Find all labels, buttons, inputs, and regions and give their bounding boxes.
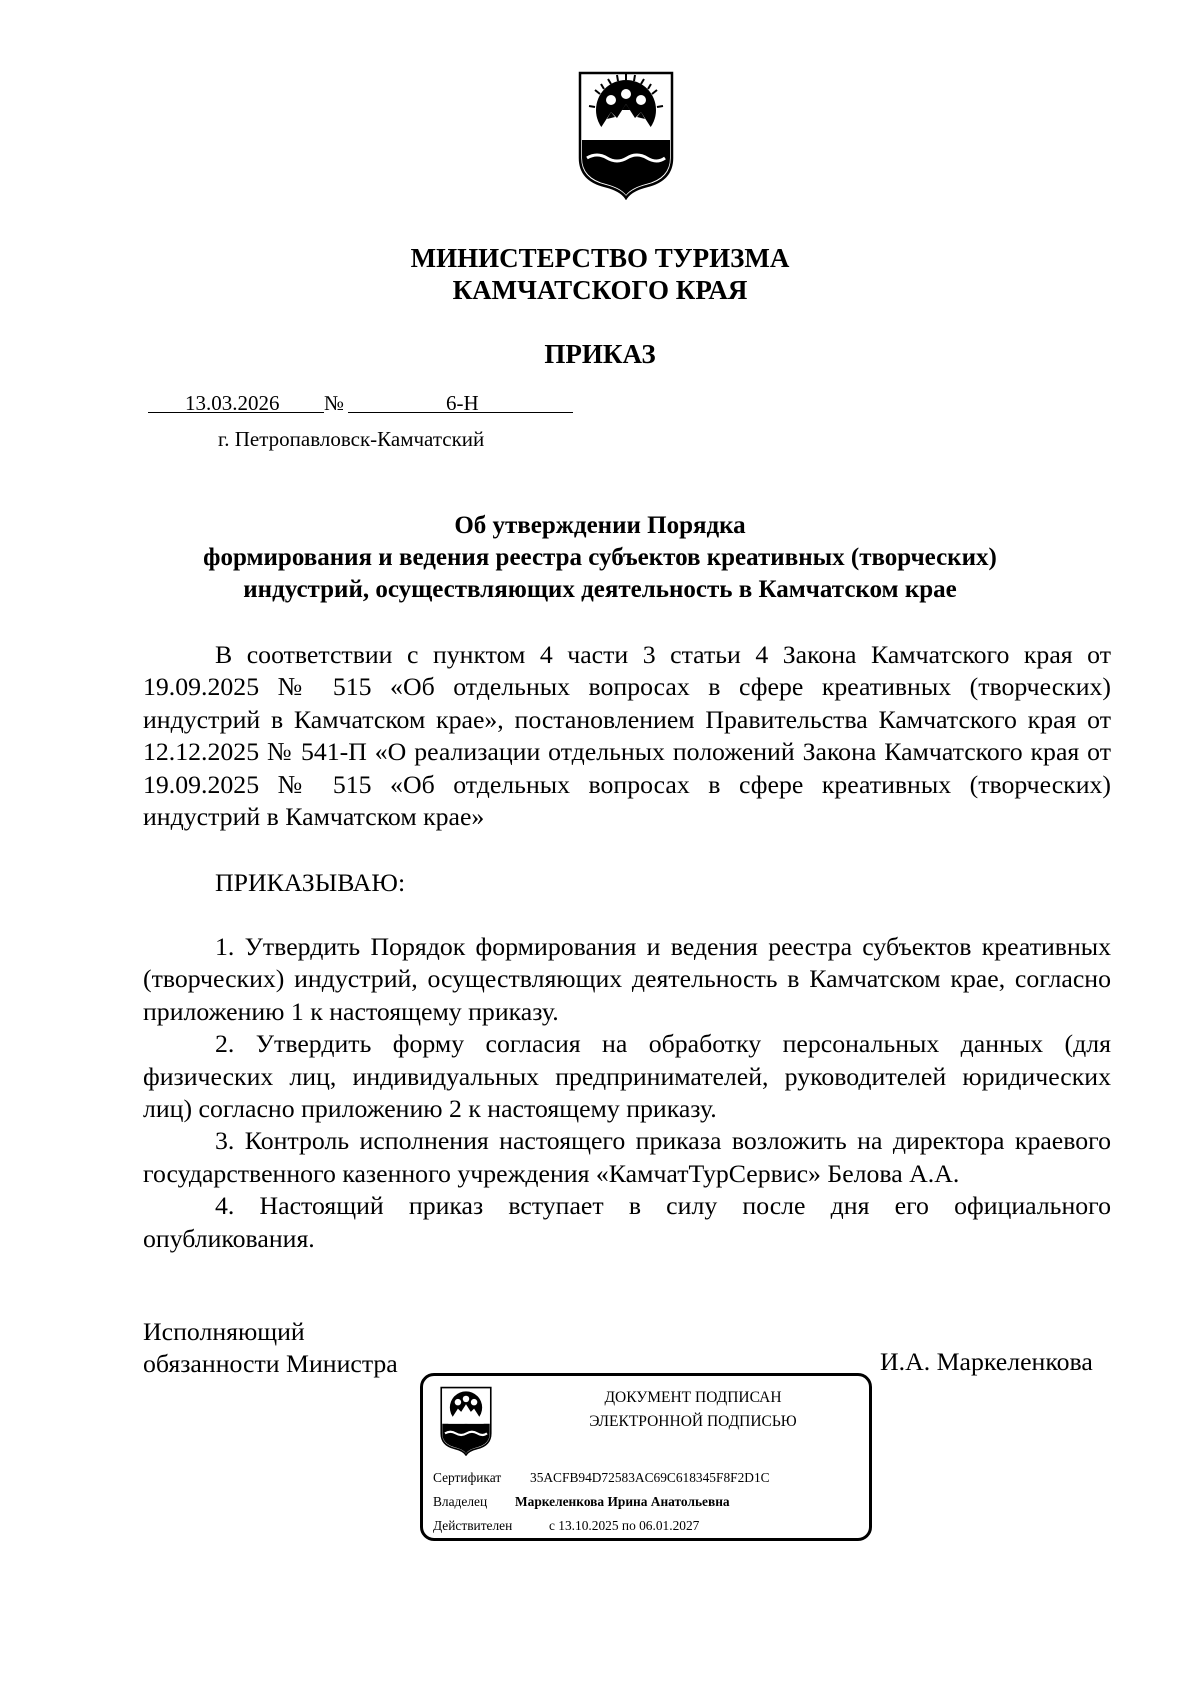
- stamp-owner-row: [433, 1494, 730, 1510]
- order-item-2: 2. Утвердить форму согласия на обработку персональных данных (для физических лиц, индивидуальных предпринимателей, руководителей юридических лиц) согласно приложению 2 к настоящему приказу.: [143, 1029, 1111, 1124]
- stamp-validity-label: Действителен: [433, 1518, 513, 1533]
- ministry-name-line1: МИНИСТЕРСТВО ТУРИЗМА: [410, 243, 790, 273]
- city: г. Петропавловск-Камчатский: [218, 427, 485, 451]
- electronic-signature-stamp: [420, 1373, 872, 1541]
- order-item-1: 1. Утвердить Порядок формирования и ведения реестра субъектов креативных (творческих) индустрий, осуществляющих деятельность в Камчатском крае, согласно приложению 1 к настоящему приказу.: [143, 932, 1111, 1026]
- ministry-name-line2: КАМЧАТСКОГО КРАЯ: [452, 275, 748, 305]
- stamp-certificate-label: Сертификат: [433, 1470, 502, 1485]
- number-sign: №: [324, 391, 345, 415]
- stamp-owner-label: Владелец: [433, 1494, 488, 1509]
- order-number: 6-Н: [446, 391, 479, 415]
- signer-position-line2: обязанности Министра: [143, 1349, 398, 1378]
- order-title-line1: Об утверждении Порядка: [454, 512, 746, 539]
- stamp-validity-row: [433, 1518, 699, 1534]
- stamp-validity-value: с 13.10.2025 по 06.01.2027: [549, 1518, 700, 1533]
- order-title-line2: формирования и ведения реестра субъектов креативных (творческих): [203, 544, 997, 571]
- order-word-block: [143, 867, 1111, 899]
- kamchatka-coat-of-arms-icon: [577, 70, 675, 200]
- stamp-owner-value: Маркеленкова Ирина Анатольевна: [515, 1494, 730, 1509]
- stamp-certificate-row: [433, 1470, 770, 1486]
- stamp-certificate-value: 35ACFB94D72583AC69C618345F8F2D1C: [530, 1470, 770, 1485]
- kamchatka-coat-of-arms-icon: [438, 1386, 494, 1456]
- signer-name: И.А. Маркеленкова: [880, 1347, 1093, 1376]
- order-date: 13.03.2026: [185, 391, 280, 415]
- preamble-text: В соответствии с пунктом 4 части 3 статьи 4 Закона Камчатского края от 19.09.2025 № 515 «Об отдельных вопросах в сфере креативных (творческих) индустрий в Камчатском крае», постановлением Правительства Камчатского края от 12.12.2025 № 541-П «О реализации отдельных положений Закона Камчатского края от 19.09.2025 № 515 «Об отдельных вопросах в сфере креативных (творческих) индустрий в Камчатском крае»: [143, 640, 1111, 832]
- order-title-line3: индустрий, осуществляющих деятельность в Камчатском крае: [243, 576, 957, 603]
- order-item-3: 3. Контроль исполнения настоящего приказа возложить на директора краевого государственного казенного учреждения «КамчатТурСервис» Белова А.А.: [143, 1126, 1111, 1188]
- order-word: ПРИКАЗЫВАЮ:: [215, 868, 406, 897]
- document-type: ПРИКАЗ: [544, 339, 656, 369]
- stamp-heading-line1: ДОКУМЕНТ ПОДПИСАН: [604, 1389, 782, 1406]
- stamp-heading-line2: ЭЛЕКТРОННОЙ ПОДПИСЬЮ: [589, 1413, 797, 1430]
- order-items: [143, 931, 1111, 1255]
- order-item-4: 4. Настоящий приказ вступает в силу после дня его официального опубликования.: [143, 1191, 1111, 1253]
- preamble-block: [143, 639, 1111, 833]
- coat-of-arms-emblem: [577, 70, 675, 200]
- signer-position-line1: Исполняющий: [143, 1317, 305, 1346]
